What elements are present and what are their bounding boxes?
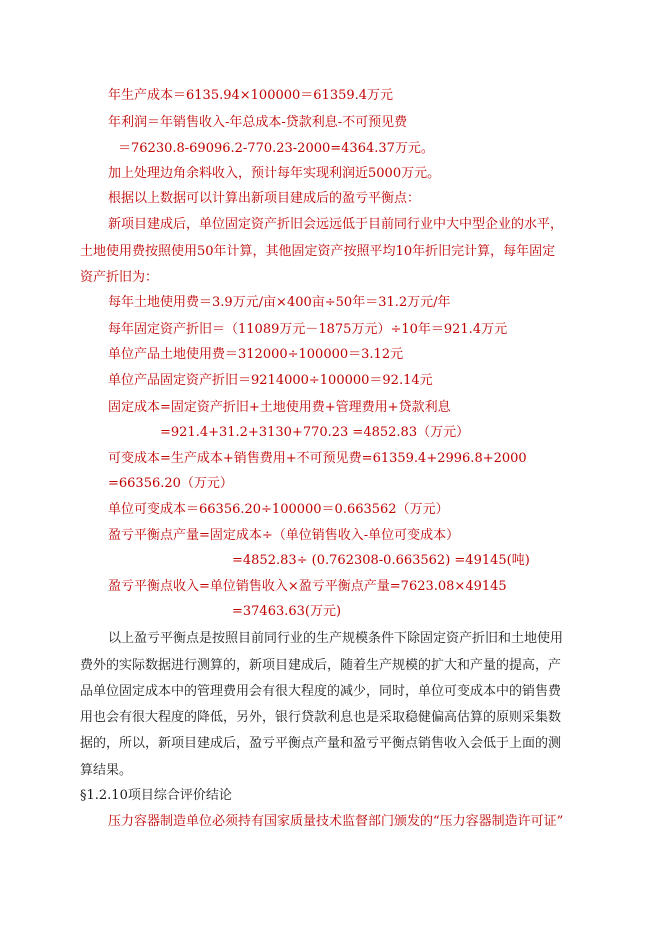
conclusion-paragraph-line-2: 费外的实际数据进行测算的，新项目建成后，随着生产规模的扩大和产量的提高，产 bbox=[80, 658, 562, 673]
conclusion-paragraph-line-4: 用也会有很大程度的降低，另外，银行贷款利息也是采取稳健偏高估算的原则采集数 bbox=[80, 710, 562, 725]
unit-variable-cost-line: 单位可变成本＝66356.20÷100000＝0.663562（万元） bbox=[108, 502, 449, 517]
depreciation-paragraph-line-2: 土地使用费按照使用50年计算，其他固定资产按照平均10年折旧完计算，每年固定 bbox=[80, 244, 556, 259]
break-even-revenue-formula-line: 盈亏平衡点收入=单位销售收入×盈亏平衡点产量=7623.08×49145 bbox=[108, 579, 507, 594]
annual-profit-formula-line: 年利润＝年销售收入-年总成本-贷款利息-不可预见费 bbox=[108, 115, 408, 130]
pressure-vessel-license-line: 压力容器制造单位必须持有国家质量技术监督部门颁发的“压力容器制造许可证” bbox=[108, 814, 564, 829]
break-even-quantity-result-line: =4852.83÷ (0.762308-0.663562) =49145(吨) bbox=[232, 553, 530, 568]
break-even-quantity-formula-line: 盈亏平衡点产量=固定成本÷（单位销售收入-单位可变成本） bbox=[108, 528, 460, 543]
section-heading: §1.2.10项目综合评价结论 bbox=[80, 788, 232, 803]
annual-depreciation-line: 每年固定资产折旧＝（11089万元－1875万元）÷10年＝921.4万元 bbox=[108, 322, 508, 337]
depreciation-paragraph-line-3: 资产折旧为： bbox=[80, 270, 159, 285]
unit-depreciation-line: 单位产品固定资产折旧＝9214000÷100000＝92.14元 bbox=[108, 373, 433, 388]
fixed-cost-result-line: =921.4+31.2+3130+770.23 =4852.83（万元） bbox=[160, 425, 470, 440]
break-even-revenue-result-line: =37463.63(万元) bbox=[232, 604, 342, 619]
annual-production-cost-line: 年生产成本＝6135.94×100000＝61359.4万元 bbox=[108, 88, 394, 103]
conclusion-paragraph-line-6: 算结果。 bbox=[80, 763, 133, 778]
unit-land-fee-line: 单位产品土地使用费＝312000÷100000＝3.12元 bbox=[108, 347, 404, 362]
break-even-intro-line: 根据以上数据可以计算出新项目建成后的盈亏平衡点： bbox=[108, 191, 421, 206]
variable-cost-formula-line: 可变成本=生产成本+销售费用+不可预见费=61359.4+2996.8+2000 bbox=[108, 451, 527, 466]
fixed-cost-formula-line: 固定成本=固定资产折旧+土地使用费+管理费用+贷款利息 bbox=[108, 400, 451, 415]
annual-profit-result-line: ＝76230.8-69096.2-770.23-2000=4364.37万元。 bbox=[118, 141, 434, 156]
scrap-income-line: 加上处理边角余料收入，预计每年实现利润近5000万元。 bbox=[108, 166, 441, 181]
annual-land-fee-line: 每年土地使用费＝3.9万元/亩×400亩÷50年＝31.2万元/年 bbox=[108, 295, 451, 310]
variable-cost-result-line: =66356.20（万元） bbox=[108, 476, 233, 491]
conclusion-paragraph-line-5: 据的，所以，新项目建成后，盈亏平衡点产量和盈亏平衡点销售收入会低于上面的测 bbox=[80, 736, 562, 751]
depreciation-paragraph-line-1: 新项目建成后，单位固定资产折旧会远远低于目前同行业中大中型企业的水平， bbox=[108, 217, 564, 232]
conclusion-paragraph-line-1: 以上盈亏平衡点是按照目前同行业的生产规模条件下除固定资产折旧和土地使用 bbox=[108, 631, 564, 646]
conclusion-paragraph-line-3: 品单位固定成本中的管理费用会有很大程度的减少，同时，单位可变成本中的销售费 bbox=[80, 684, 562, 699]
